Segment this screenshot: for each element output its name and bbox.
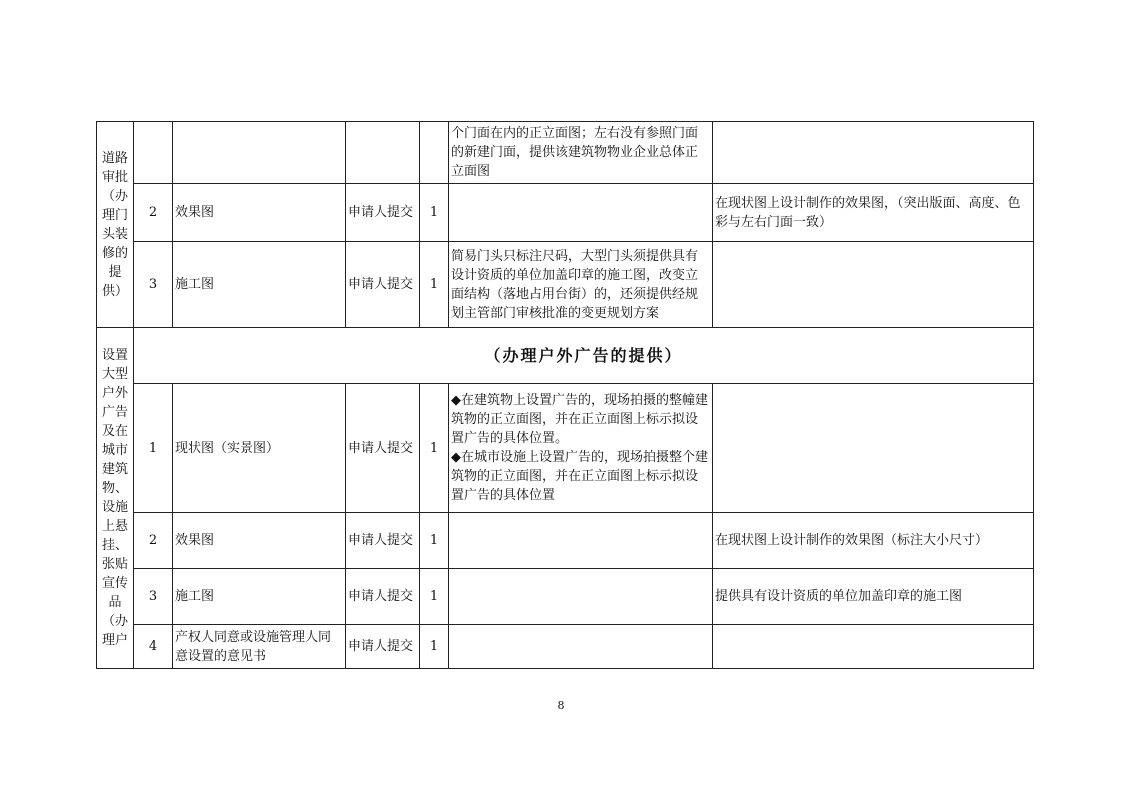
category-cell: 道路审批（办理门头装修的提供） xyxy=(97,122,134,328)
section-heading: （办理户外广告的提供） xyxy=(134,328,1034,384)
row-number: 3 xyxy=(134,569,173,625)
note: 在现状图上设计制作的效果图，（突出版面、高度、色彩与左右门面一致） xyxy=(713,184,1034,242)
copies: 1 xyxy=(420,513,449,569)
table-row xyxy=(97,122,1034,184)
row-number: 1 xyxy=(134,384,173,513)
table-row xyxy=(97,384,1034,513)
material-name: 现状图（实景图） xyxy=(173,384,346,513)
material-name: 产权人同意或设施管理人同意设置的意见书 xyxy=(173,625,346,669)
requirement xyxy=(449,184,713,242)
note xyxy=(713,242,1034,328)
row-number: 2 xyxy=(134,184,173,242)
submitter: 申请人提交 xyxy=(346,625,420,669)
row-number: 3 xyxy=(134,242,173,328)
note xyxy=(713,625,1034,669)
submitter: 申请人提交 xyxy=(346,184,420,242)
requirement: 简易门头只标注尺码，大型门头须提供具有设计资质的单位加盖印章的施工图，改变立面结构（落地占用台街）的，还须提供经规划主管部门审核批准的变更规划方案 xyxy=(449,242,713,328)
submitter: 申请人提交 xyxy=(346,242,420,328)
material-name xyxy=(173,122,346,184)
submitter: 申请人提交 xyxy=(346,513,420,569)
requirement xyxy=(449,569,713,625)
requirement xyxy=(449,384,713,513)
row-number: 4 xyxy=(134,625,173,669)
material-name: 施工图 xyxy=(173,569,346,625)
requirement-item: ◆在城市设施上设置广告的，现场拍摄整个建筑物的正立面图，并在正立面图上标示拟设置广告的具体位置 xyxy=(451,450,708,503)
requirement-item: ◆在建筑物上设置广告的，现场拍摄的整幢建筑物的正立面图，并在正立面图上标示拟设置广告的具体位置。 xyxy=(451,393,708,446)
note: 提供具有设计资质的单位加盖印章的施工图 xyxy=(713,569,1034,625)
note: 在现状图上设计制作的效果图（标注大小尺寸） xyxy=(713,513,1034,569)
copies: 1 xyxy=(420,569,449,625)
material-name: 效果图 xyxy=(173,184,346,242)
table-row xyxy=(97,328,1034,384)
category-cell: 设置大型户外广告及在城市建筑物、设施上悬挂、张贴宣传品（办理户 xyxy=(97,328,134,669)
table-row xyxy=(97,625,1034,669)
table-row xyxy=(97,242,1034,328)
copies xyxy=(420,122,449,184)
materials-table xyxy=(96,121,1034,669)
material-name: 施工图 xyxy=(173,242,346,328)
material-name: 效果图 xyxy=(173,513,346,569)
requirement: 个门面在内的正立面图；左右没有参照门面的新建门面，提供该建筑物物业企业总体正立面图 xyxy=(449,122,713,184)
submitter xyxy=(346,122,420,184)
requirement xyxy=(449,625,713,669)
table-row xyxy=(97,513,1034,569)
copies: 1 xyxy=(420,184,449,242)
note xyxy=(713,384,1034,513)
page-number: 8 xyxy=(557,699,565,712)
table-row xyxy=(97,184,1034,242)
row-number: 2 xyxy=(134,513,173,569)
row-number xyxy=(134,122,173,184)
copies: 1 xyxy=(420,625,449,669)
copies: 1 xyxy=(420,242,449,328)
copies: 1 xyxy=(420,384,449,513)
submitter: 申请人提交 xyxy=(346,569,420,625)
note xyxy=(713,122,1034,184)
table-row xyxy=(97,569,1034,625)
requirement xyxy=(449,513,713,569)
submitter: 申请人提交 xyxy=(346,384,420,513)
